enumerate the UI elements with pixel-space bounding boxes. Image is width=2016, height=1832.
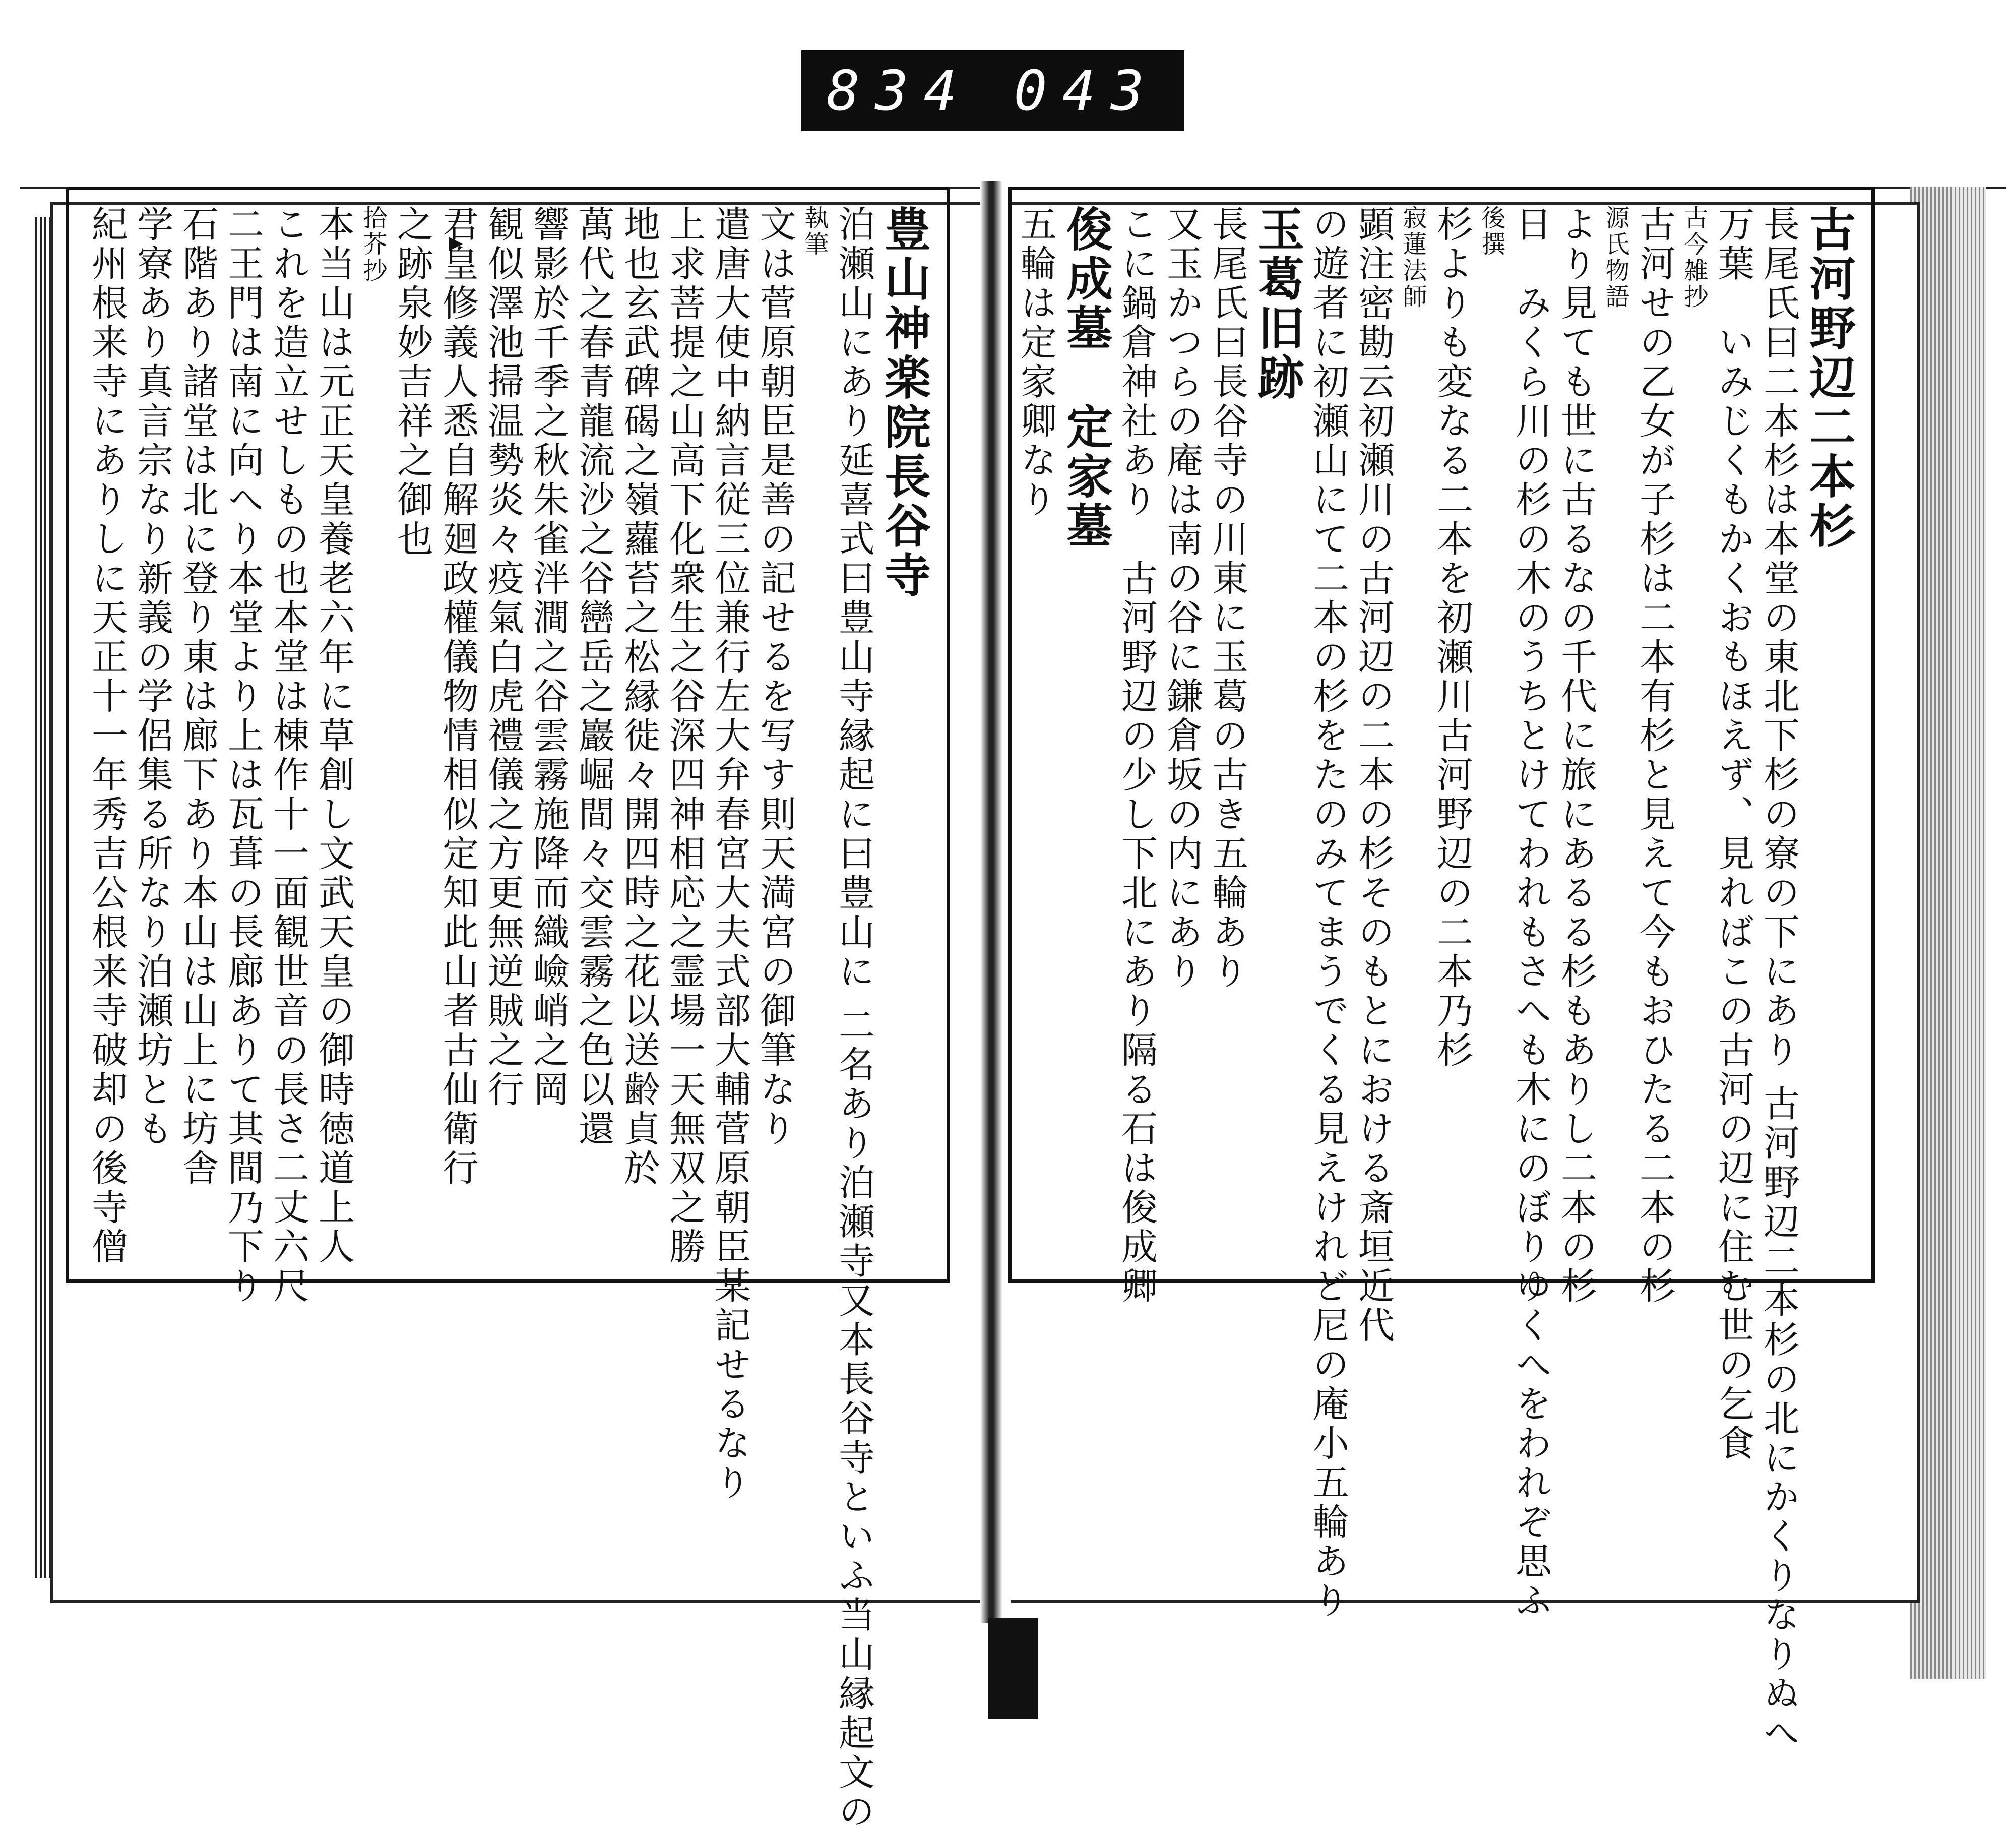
right_page-text-1: 万葉 いみじくもかくおもほえず、見ればこの古河の辺に住む世の乞食 xyxy=(1712,205,1754,1463)
left_page-text-13: 石階あり諸堂は北に登り東は廊下あり本山は山上に坊舎 xyxy=(176,205,219,1188)
left_page-text-6: 響影於千季之秋朱雀泮澗之谷雲霧施降而織嶮峭之岡 xyxy=(527,205,570,1110)
right_page-text-2: 古河せの乙女が子杉は二本有杉と見えて今もおひたる二本の杉 xyxy=(1633,205,1676,1306)
left_page-note-1: 執筆 xyxy=(800,205,829,258)
left_page-text-5: 萬代之春青龍流沙之谷巒岳之巖崛間々交雲霧之色以還 xyxy=(573,205,615,1149)
right_page-note-3: 源氏物語 xyxy=(1601,205,1629,310)
left_page-text-15: 紀州根来寺にありしに天正十一年秀吉公根来寺破却の後寺僧 xyxy=(86,205,128,1267)
right_page-text-7: の遊者に初瀬山にて二本の杉をたのみてまうでくる見えけれど尼の庵小五輪あり xyxy=(1307,205,1349,1621)
left_page-text-4: 地也玄武碑碣之嶺蘿苔之松縁徙々開四時之花以送齢貞於 xyxy=(618,205,660,1188)
right_page-text-11: 五輪は定家卿なり xyxy=(1015,205,1057,520)
right_page-note-2: 古今雑抄 xyxy=(1680,205,1708,310)
right_page-note-5: 後撰 xyxy=(1477,205,1505,258)
left_page-text-11: これを造立せしもの也本堂は棟作十一面観世音の長さ二丈六尺 xyxy=(267,205,309,1306)
right_page-text-6: 顕注密勘云初瀬川の古河辺の二本の杉そのもとにおける斎垣近代 xyxy=(1352,205,1395,1346)
left_page-text-3: 上求菩提之山高下化衆生之谷深四神相応之霊場一天無双之勝 xyxy=(663,205,706,1267)
left_page-text-8: 君皇修義人悉自解廻政權儀物情相似定知此山者古仙衛行 xyxy=(436,205,479,1188)
left_page-text-9: 之跡泉妙吉祥之御也 xyxy=(391,205,433,559)
spine-knob xyxy=(988,1618,1038,1719)
right_page-text-4: 日 みくら川の杉の木のうちとけてわれもさへも木にのぼりゆくへをわれぞ思ふ xyxy=(1509,205,1552,1621)
right-page-frame xyxy=(1008,187,1875,1753)
right_page-title-11: 俊成墓 定家墓 xyxy=(1059,205,1113,551)
right-page-edge xyxy=(1910,187,1986,1679)
left_page-text-0: 泊瀬山にあり延喜式曰豊山寺縁起に曰豊山に 二名あり泊瀬寺又本長谷寺といふ当山縁起文の xyxy=(833,205,875,1832)
left_page-text-10: 本当山は元正天皇養老六年に草創し文武天皇の御時徳道上人 xyxy=(312,205,355,1267)
left_page-text-14: 学寮あり真言宗なり新義の学侶集る所なり泊瀬坊とも xyxy=(131,205,173,1149)
film-label-right: 043 xyxy=(1014,58,1159,123)
left_page-text-2: 遣唐大使中納言従三位兼行左大弁春宮大夫式部大輔菅原朝臣某記せるなり xyxy=(709,205,751,1503)
left_page-text-1: 文は菅原朝臣是善の記せるを写す則天満宮の御筆なり xyxy=(754,205,796,1149)
right_page-title-0: 古河野辺二本杉 xyxy=(1802,205,1856,551)
right_page-text-5: 杉よりも変なる二本を初瀬川古河野辺の二本乃杉 xyxy=(1431,205,1473,1070)
book-gutter xyxy=(980,181,1011,1623)
left_page-title-0: 豊山神楽院長谷寺 xyxy=(877,205,931,600)
right_page-note-6: 寂蓮法師 xyxy=(1399,205,1427,310)
film-label-left: 834 xyxy=(827,58,972,123)
left_page-text-7: 観似澤池掃温勢炎々疫氣白虎禮儀之方更無逆賊之行 xyxy=(482,205,524,1110)
left_page-note-10: 拾芥抄 xyxy=(359,205,387,284)
right_page-text-3: より見ても世に古るなの千代に旅にあるる杉もありし二本の杉 xyxy=(1555,205,1597,1306)
right_page-text-0: 長尾氏曰二本杉は本堂の東北下杉の寮の下にあり 古河野辺二本杉の北にかくりなりぬへ xyxy=(1757,205,1800,1753)
right_page-text-8: 長尾氏曰長谷寺の川東に玉葛の古き五輪あり xyxy=(1206,205,1248,992)
left_page-text-12: 二王門は南に向へり本堂より上は瓦葺の長廊ありて其間乃下り xyxy=(222,205,264,1306)
right_page-text-10: こに鍋倉神社あり 古河野辺の少し下北にあり隔る石は俊成卿 xyxy=(1115,205,1158,1306)
left-page-frame xyxy=(66,187,950,1832)
right_page-title-8: 玉葛旧跡 xyxy=(1250,205,1305,403)
right_page-text-9: 又玉かつらの庵は南の谷に鎌倉坂の内にあり xyxy=(1161,205,1203,992)
film-label xyxy=(801,50,1184,131)
